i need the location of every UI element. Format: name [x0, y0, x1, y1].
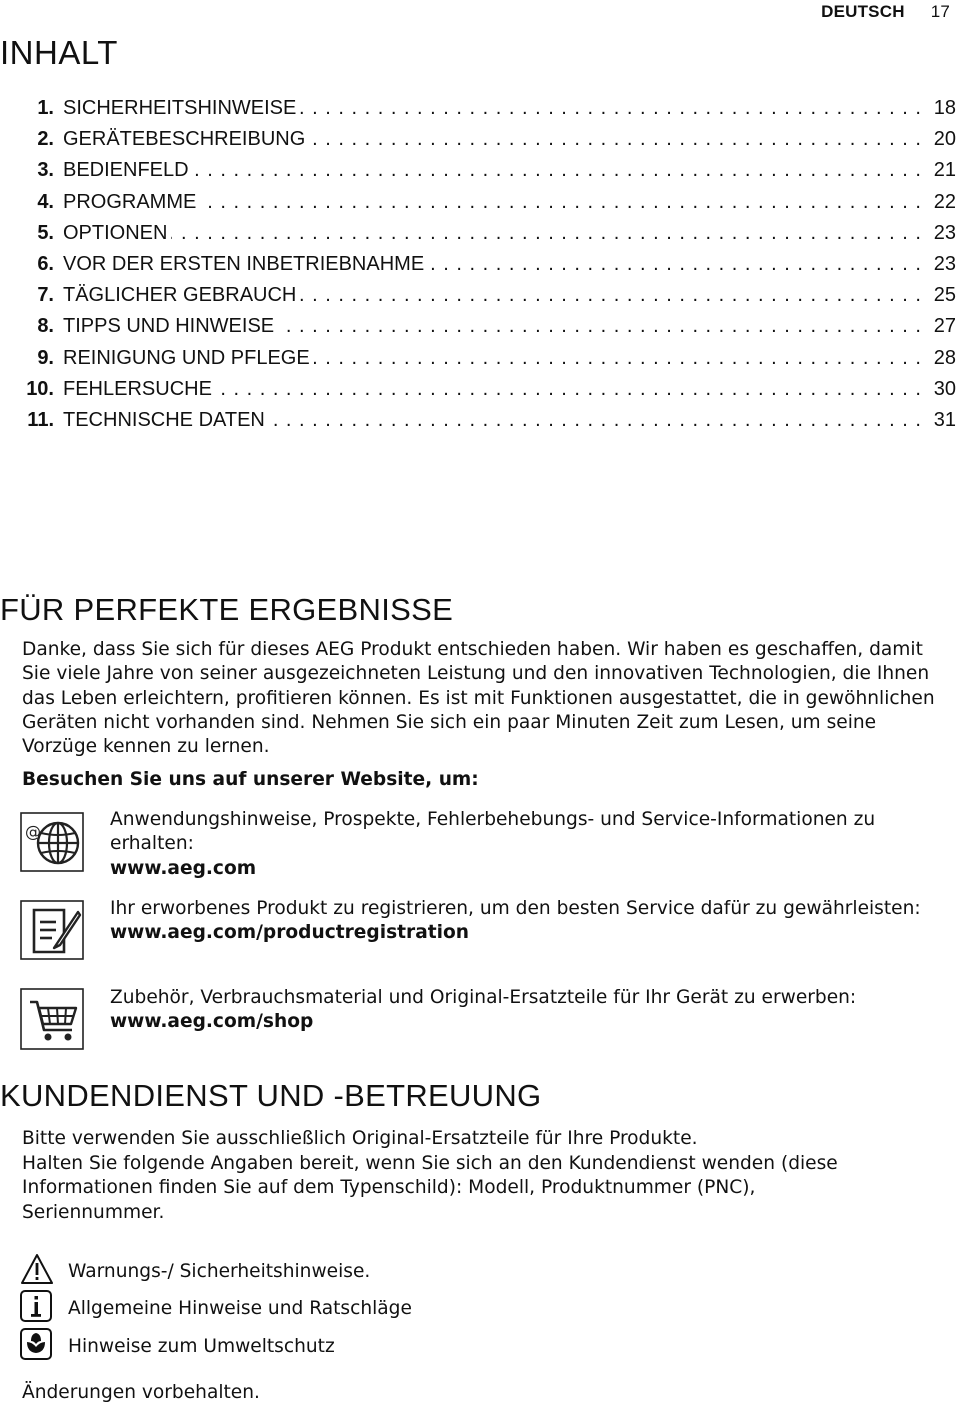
toc-item[interactable]: [0, 218, 958, 249]
toc-item-page: 23: [933, 252, 956, 275]
info-icon: [20, 1290, 52, 1326]
toc-item-title-leader: [63, 280, 922, 311]
link-row-info: [110, 808, 950, 881]
toc-item-title-leader: [63, 155, 922, 186]
toc-item-page: 20: [933, 128, 956, 151]
results-intro: Danke, dass Sie sich für dieses AEG Produkt entschieden haben. Wir haben es geschaffen, damit Sie viele Jahre von seiner ausgezeichneten Leistung und den innovativen Technologien, die Ihnen das Leben erleichtern, profitieren können. Es ist mit Funktionen ausgestattet, die in gewöhnlichen Geräten nicht vorhanden sind. Nehmen Sie sich ein paar Minuten Zeit zum Lesen, um seine Vorzüge kennen zu lernen.: [22, 639, 935, 758]
toc-item-number: 1.: [37, 97, 54, 119]
toc-item-title: PROGRAMME: [63, 191, 200, 213]
info-text: Allgemeine Hinweise und Ratschläge: [68, 1298, 412, 1319]
toc-item[interactable]: [0, 374, 958, 405]
toc-item-number: 9.: [37, 346, 54, 369]
toc-item-page: 28: [933, 346, 956, 369]
toc-item-title-leader: [63, 124, 922, 155]
table-of-contents: [0, 93, 958, 436]
toc-item[interactable]: [0, 249, 958, 280]
toc-item-number: 7.: [37, 284, 54, 307]
toc-item-page: 27: [933, 315, 956, 338]
toc-item-page: 21: [933, 159, 956, 182]
link-row-info-text: Anwendungshinweise, Prospekte, Fehlerbehebungs- und Service-Informationen zu erhalten:: [110, 809, 876, 855]
toc-item-number: 10.: [26, 377, 54, 400]
toc-title: INHALT: [0, 34, 118, 71]
toc-item-page: 30: [933, 377, 956, 400]
toc-item-title: REINIGUNG UND PFLEGE: [63, 347, 314, 369]
toc-item-number: 3.: [37, 159, 54, 182]
toc-item-title-leader: [63, 218, 922, 249]
page-header: [821, 2, 950, 22]
toc-item-title-leader: [63, 93, 922, 124]
language-label: DEUTSCH: [821, 2, 905, 21]
toc-item-title-leader: [63, 343, 922, 374]
toc-item[interactable]: [0, 187, 958, 218]
toc-item[interactable]: [0, 280, 958, 311]
toc-item-page: 25: [933, 284, 956, 307]
toc-item[interactable]: [0, 155, 958, 186]
footer-note: Änderungen vorbehalten.: [22, 1382, 260, 1403]
link-row-registration: [110, 897, 950, 946]
toc-item-title: GERÄTEBESCHREIBUNG: [63, 128, 309, 150]
toc-item-title: SICHERHEITSHINWEISE: [63, 97, 300, 119]
toc-item-page: 31: [933, 408, 956, 431]
toc-item-title-leader: [63, 311, 922, 342]
toc-item[interactable]: [0, 124, 958, 155]
toc-item-number: 8.: [37, 315, 54, 338]
toc-item-number: 2.: [37, 128, 54, 151]
toc-item[interactable]: [0, 405, 958, 436]
link-row-shop: [110, 986, 950, 1035]
registration-pen-icon: [20, 900, 84, 960]
toc-item-title-leader: [63, 249, 922, 280]
toc-item-title: BEDIENFELD: [63, 159, 193, 181]
service-heading: KUNDENDIENST UND -BETREUUNG: [0, 1078, 542, 1113]
toc-item-title: TIPPS UND HINWEISE: [63, 315, 278, 337]
toc-item-page: 23: [933, 221, 956, 244]
results-heading: FÜR PERFEKTE ERGEBNISSE: [0, 592, 454, 627]
toc-item-page: 18: [933, 97, 956, 119]
warning-text: Warnungs-/ Sicherheitshinweise.: [68, 1261, 371, 1282]
service-line-2: Halten Sie folgende Angaben bereit, wenn Sie sich an den Kundendienst wenden (diese Informationen finden Sie auf dem Typenschild): Modell, Produktnummer (PNC), Seriennummer.: [22, 1153, 838, 1223]
toc-item-title: VOR DER ERSTEN INBETRIEBNAHME: [63, 253, 428, 275]
toc-item-number: 5.: [37, 221, 54, 244]
environment-icon: [20, 1328, 52, 1364]
link-aeg-com[interactable]: www.aeg.com: [110, 857, 257, 879]
link-row-shop-text: Zubehör, Verbrauchsmaterial und Original-Ersatzteile für Ihr Gerät zu erwerben:: [110, 987, 857, 1008]
visit-website-text: Besuchen Sie uns auf unserer Website, um:: [22, 769, 479, 790]
link-aeg-shop[interactable]: www.aeg.com/shop: [110, 1011, 314, 1033]
toc-item-title: TECHNISCHE DATEN: [63, 409, 269, 431]
page-number: 17: [930, 2, 950, 21]
warning-icon: [20, 1253, 54, 1289]
link-product-registration[interactable]: www.aeg.com/productregistration: [110, 922, 470, 944]
shopping-cart-icon: [20, 988, 84, 1050]
web-globe-icon: [20, 812, 84, 872]
toc-item-title: OPTIONEN: [63, 222, 171, 244]
toc-item-page: 22: [933, 190, 956, 213]
toc-item[interactable]: [0, 93, 958, 124]
toc-item[interactable]: [0, 311, 958, 342]
svg-text:@: @: [25, 822, 41, 841]
link-row-registration-text: Ihr erworbenes Produkt zu registrieren, um den besten Service dafür zu gewährleisten:: [110, 898, 921, 919]
toc-item[interactable]: [0, 343, 958, 374]
toc-item-title-leader: [63, 374, 922, 405]
toc-item-number: 6.: [37, 252, 54, 275]
toc-item-title-leader: [63, 187, 922, 218]
toc-item-title-leader: [63, 405, 922, 436]
toc-item-title: TÄGLICHER GEBRAUCH: [63, 284, 300, 306]
toc-item-number: 4.: [37, 190, 54, 213]
toc-item-title: FEHLERSUCHE: [63, 378, 216, 400]
environment-text: Hinweise zum Umweltschutz: [68, 1336, 335, 1357]
toc-item-number: 11.: [27, 408, 54, 431]
service-line-1: Bitte verwenden Sie ausschließlich Original-Ersatzteile für Ihre Produkte.: [22, 1128, 698, 1149]
